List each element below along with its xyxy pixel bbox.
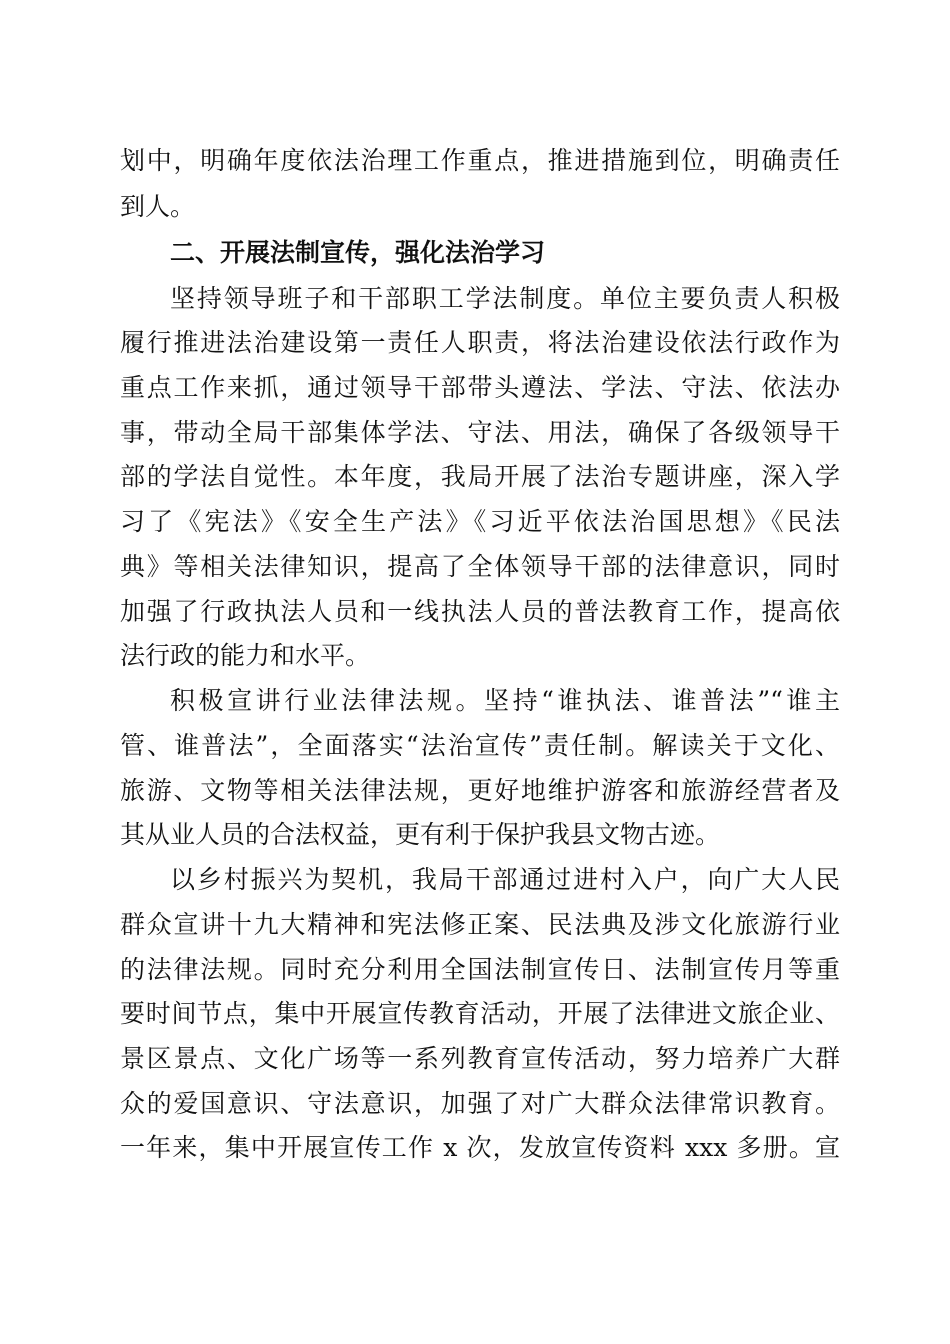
paragraph-line: 到人。 xyxy=(120,192,196,221)
paragraph-line: 重点工作来抓，通过领导干部带头遵法、学法、守法、依法办 xyxy=(120,373,840,402)
paragraph-line: 的法律法规。同时充分利用全国法制宣传日、法制宣传月等重 xyxy=(120,955,840,984)
paragraph-line: 习了《宪法》《安全生产法》《习近平依法治国思想》《民法 xyxy=(120,507,840,536)
paragraph-line: 要时间节点，集中开展宣传教育活动，开展了法律进文旅企业、 xyxy=(120,999,840,1028)
paragraph-line: 履行推进法治建设第一责任人职责，将法治建设依法行政作为 xyxy=(120,328,840,357)
paragraph-line: 积极宣讲行业法律法规。坚持“谁执法、谁普法”“谁主 xyxy=(170,686,840,715)
paragraph-line: 事，带动全局干部集体学法、守法、用法，确保了各级领导干 xyxy=(120,418,840,447)
paragraph-line: 以乡村振兴为契机，我局干部通过进村入户，向广大人民 xyxy=(170,865,840,894)
paragraph-line: 众的爱国意识、守法意识，加强了对广大群众法律常识教育。 xyxy=(120,1089,840,1118)
paragraph-line: 部的学法自觉性。本年度，我局开展了法治专题讲座，深入学 xyxy=(120,462,840,491)
paragraph-line: 其从业人员的合法权益，更有利于保护我县文物古迹。 xyxy=(120,820,721,849)
paragraph-line: 典》等相关法律知识，提高了全体领导干部的法律意识，同时 xyxy=(120,552,840,581)
paragraph-line: 法行政的能力和水平。 xyxy=(120,641,371,670)
section-heading: 二、开展法制宣传，强化法治学习 xyxy=(170,238,546,267)
paragraph-line: 旅游、文物等相关法律法规，更好地维护游客和旅游经营者及 xyxy=(120,776,840,805)
paragraph-line: 划中，明确年度依法治理工作重点，推进措施到位，明确责任 xyxy=(120,146,840,175)
paragraph-line: 加强了行政执法人员和一线执法人员的普法教育工作，提高依 xyxy=(120,597,840,626)
paragraph-line: 一年来，集中开展宣传工作 x 次，发放宣传资料 xxx 多册。宣 xyxy=(120,1133,840,1162)
paragraph-line: 管、谁普法”，全面落实“法治宣传”责任制。解读关于文化、 xyxy=(120,731,840,760)
paragraph-line: 坚持领导班子和干部职工学法制度。单位主要负责人积极 xyxy=(170,284,840,313)
paragraph-line: 群众宣讲十九大精神和宪法修正案、民法典及涉文化旅游行业 xyxy=(120,910,840,939)
paragraph-line: 景区景点、文化广场等一系列教育宣传活动，努力培养广大群 xyxy=(120,1044,840,1073)
